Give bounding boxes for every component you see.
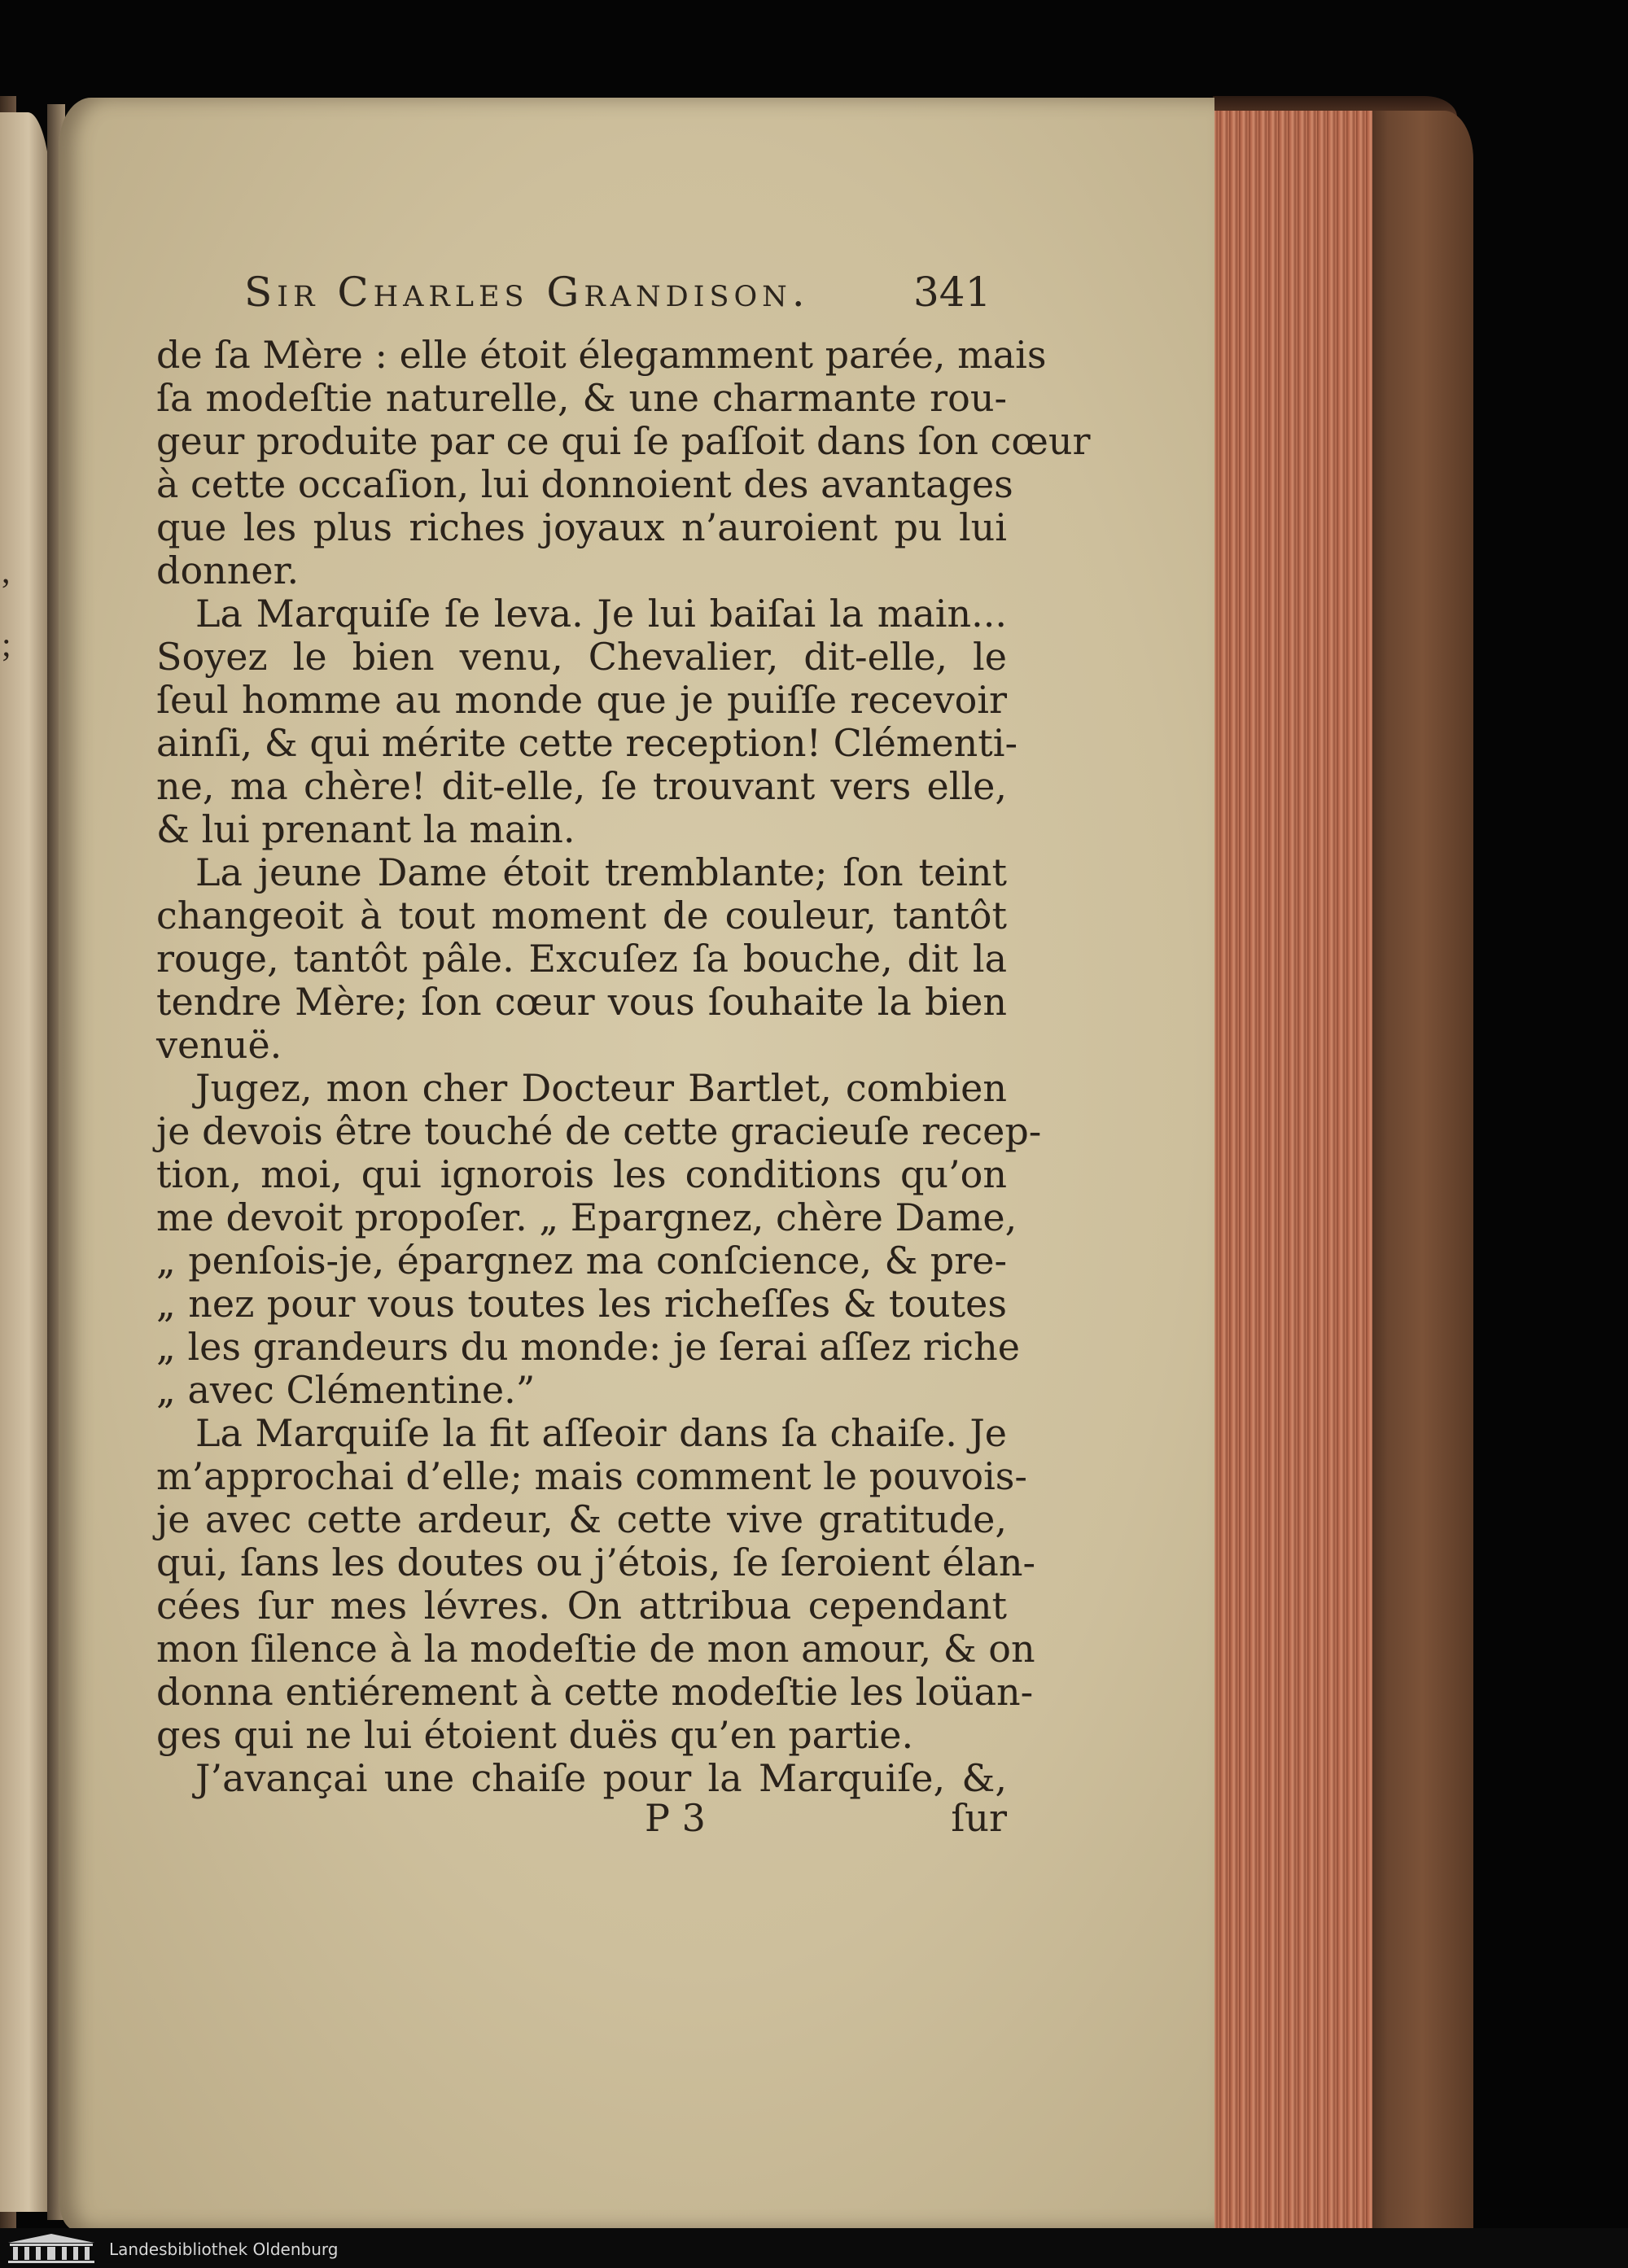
text-line: qui, ſans les doutes ou j’étois, ſe ſeroient élan- xyxy=(156,1540,1035,1584)
text-line: me devoit propoſer. „ Epargnez, chère Dame, xyxy=(156,1195,1017,1239)
text-line: changeoit à tout moment de couleur, tantôt xyxy=(156,894,1007,937)
text-line: je avec cette ardeur, & cette vive gratitude, xyxy=(156,1497,1007,1541)
text-line: que les plus riches joyaux n’auroient pu lui xyxy=(156,505,1007,549)
text-line: Jugez, mon cher Docteur Bartlet, combien xyxy=(195,1066,1007,1110)
left-page-mark: ; xyxy=(2,627,11,664)
text-line: tendre Mère; ſon cœur vous ſouhaite la bien xyxy=(156,980,1007,1024)
text-line: tion, moi, qui ignorois les conditions qu’on xyxy=(156,1152,1007,1196)
text-line: & lui prenant la main. xyxy=(156,807,575,851)
back-cover xyxy=(1359,111,1473,2259)
library-footer-bar xyxy=(0,2228,1628,2268)
text-line: donner. xyxy=(156,548,300,592)
text-line: à cette occaſion, lui donnoient des avantages xyxy=(156,462,1013,506)
catchword: ſur xyxy=(951,1796,1007,1840)
left-page-fragment xyxy=(0,112,52,2212)
text-line: donna entiérement à cette modeſtie les loüan- xyxy=(156,1670,1034,1714)
page-footer-marks xyxy=(156,1796,1007,1845)
text-line: geur produite par ce qui ſe paſſoit dans ſon cœur xyxy=(156,419,1091,463)
signature-mark: P 3 xyxy=(645,1796,706,1840)
text-line: La Marquiſe la fit aſſeoir dans ſa chaiſe. Je xyxy=(195,1411,1007,1455)
text-line: ſa modeſtie naturelle, & une charmante rou- xyxy=(156,376,1007,420)
page-edges xyxy=(1205,111,1372,2241)
text-line: La jeune Dame étoit tremblante; ſon teint xyxy=(195,850,1007,894)
running-title: Sir Charles Grandison. xyxy=(244,269,810,316)
text-line: cées ſur mes lévres. On attribua cependant xyxy=(156,1584,1007,1628)
text-line: „ penſois-je, épargnez ma conſcience, & pre- xyxy=(156,1239,1007,1283)
text-line: rouge, tantôt pâle. Excuſez ſa bouche, dit la xyxy=(156,937,1007,981)
library-building-icon xyxy=(3,2231,99,2264)
library-name: Landesbibliothek Oldenburg xyxy=(109,2240,339,2259)
text-line: J’avançai une chaiſe pour la Marquiſe, &, xyxy=(195,1756,1007,1800)
text-line: La Marquiſe ſe leva. Je lui baiſai la main... xyxy=(195,592,1007,636)
text-line: „ avec Clémentine.” xyxy=(156,1368,536,1412)
left-page-mark: , xyxy=(2,553,11,591)
text-line: je devois être touché de cette gracieuſe recep- xyxy=(156,1109,1042,1153)
text-line: Soyez le bien venu, Chevalier, dit-elle, le xyxy=(156,635,1007,679)
text-line: „ nez pour vous toutes les richeſſes & toutes xyxy=(156,1282,1007,1326)
page-number: 341 xyxy=(913,269,991,316)
text-line: ainſi, & qui mérite cette reception! Clémenti- xyxy=(156,721,1017,765)
text-block xyxy=(156,333,1091,1800)
left-page-marks xyxy=(2,535,18,682)
text-line: m’approchai d’elle; mais comment le pouvois- xyxy=(156,1454,1027,1498)
text-line: „ les grandeurs du monde: je ſerai aſſez riche xyxy=(156,1325,1021,1369)
text-line: ſeul homme au monde que je puiſſe recevoir xyxy=(156,678,1007,722)
text-line: ges qui ne lui étoient duës qu’en partie. xyxy=(156,1713,914,1757)
text-line: ne, ma chère! dit-elle, ſe trouvant vers elle, xyxy=(156,764,1007,808)
text-line: mon ſilence à la modeſtie de mon amour, & on xyxy=(156,1627,1035,1671)
text-line: venuë. xyxy=(156,1023,282,1067)
text-line: de ſa Mère : elle étoit élegamment parée, mais xyxy=(156,333,1047,377)
